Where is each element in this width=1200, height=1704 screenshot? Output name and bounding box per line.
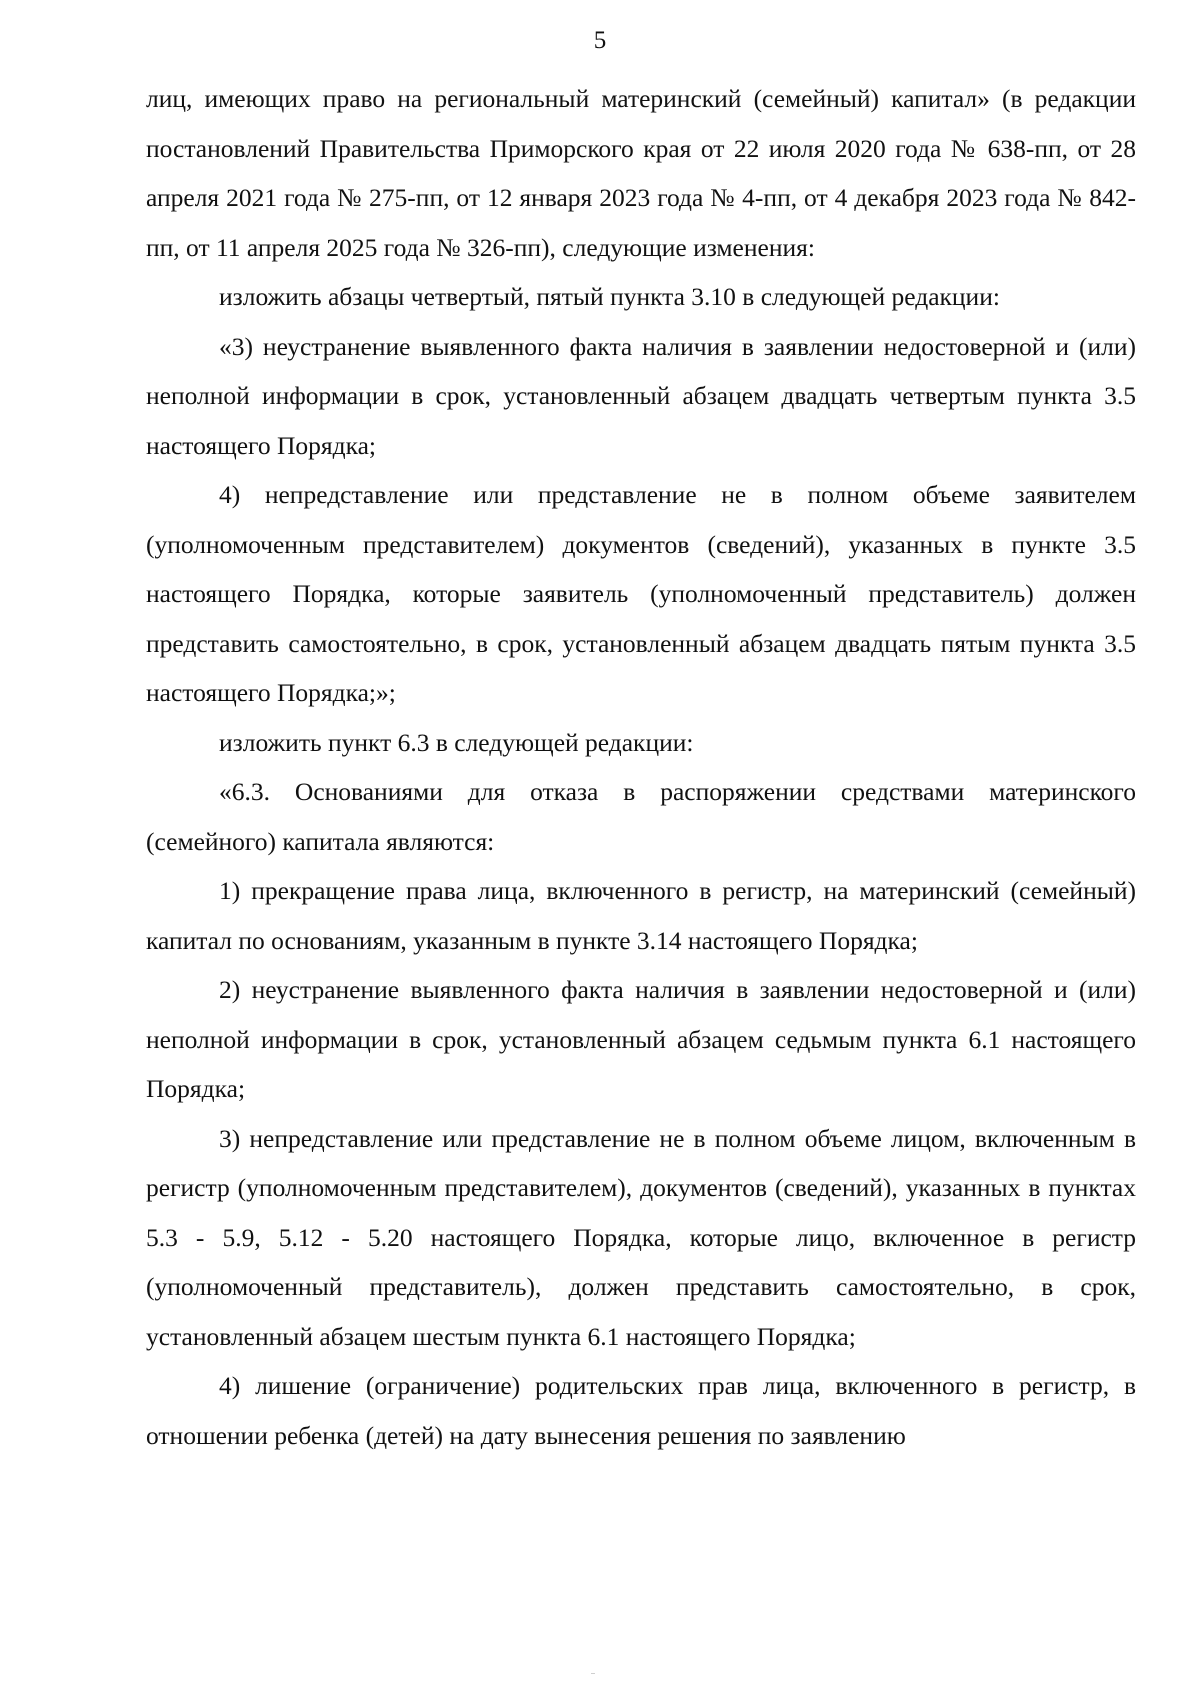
- paragraph-item-3: «3) неустранение выявленного факта наличия в заявлении недостоверной и (или) неполной информации в срок, установленный абзацем двадцать четвертым пункта 3.5 настоящего Порядка;: [146, 331, 1136, 460]
- paragraph-6-3-item-2: 2) неустранение выявленного факта наличия в заявлении недостоверной и (или) неполной информации в срок, установленный абзацем седьмым пункта 6.1 настоящего Порядка;: [146, 975, 1136, 1103]
- paragraph-amend-3-10: изложить абзацы четвертый, пятый пункта 3.10 в следующей редакции:: [219, 282, 1000, 311]
- paragraph-amend-6-3: изложить пункт 6.3 в следующей редакции:: [219, 727, 694, 757]
- document-body: [146, 74, 1136, 1460]
- page-number: 5: [593, 27, 607, 54]
- paragraph-6-3-item-3: 3) непредставление или представление не в полном объеме лицом, включенным в регистр (уполномоченным представителем), документов (сведений), указанных в пунктах 5.3 - 5.9, 5.12 - 5.20 настоящего Порядка, которые лицо, включенное в регистр (уполномоченный представитель), должен представить самостоятельно, в срок, установленный абзацем шестым пункта 6.1 настоящего Порядка;: [146, 1123, 1136, 1351]
- paragraph-6-3-item-1: 1) прекращение права лица, включенного в регистр, на материнский (семейный) капитал по основаниям, указанным в пункте 3.14 настоящего Порядка;: [146, 876, 1136, 955]
- paragraph-continuation: лиц, имеющих право на региональный материнский (семейный) капитал» (в редакции постановлений Правительства Приморского края от 22 июля 2020 года № 638-пп, от 28 апреля 2021 года № 275-пп, от 12 января 2023 года № 4-пп, от 4 декабря 2023 года № 842-пп, от 11 апреля 2025 года № 326-пп), следующие изменения:: [146, 84, 1136, 262]
- paragraph-6-3-item-4: 4) лишение (ограничение) родительских прав лица, включенного в регистр, в отношении ребенка (детей) на дату вынесения решения по заявлению: [146, 1371, 1136, 1450]
- paragraph-6-3-intro: «6.3. Основаниями для отказа в распоряжении средствами материнского (семейного) капитала являются:: [146, 777, 1136, 856]
- paragraph-item-4: 4) непредставление или представление не в полном объеме заявителем (уполномоченным представителем) документов (сведений), указанных в пункте 3.5 настоящего Порядка, которые заявитель (уполномоченный представитель) должен представить самостоятельно, в срок, установленный абзацем двадцать пятым пункта 3.5 настоящего Порядка;»;: [146, 480, 1136, 707]
- scan-artifact: [591, 1673, 595, 1674]
